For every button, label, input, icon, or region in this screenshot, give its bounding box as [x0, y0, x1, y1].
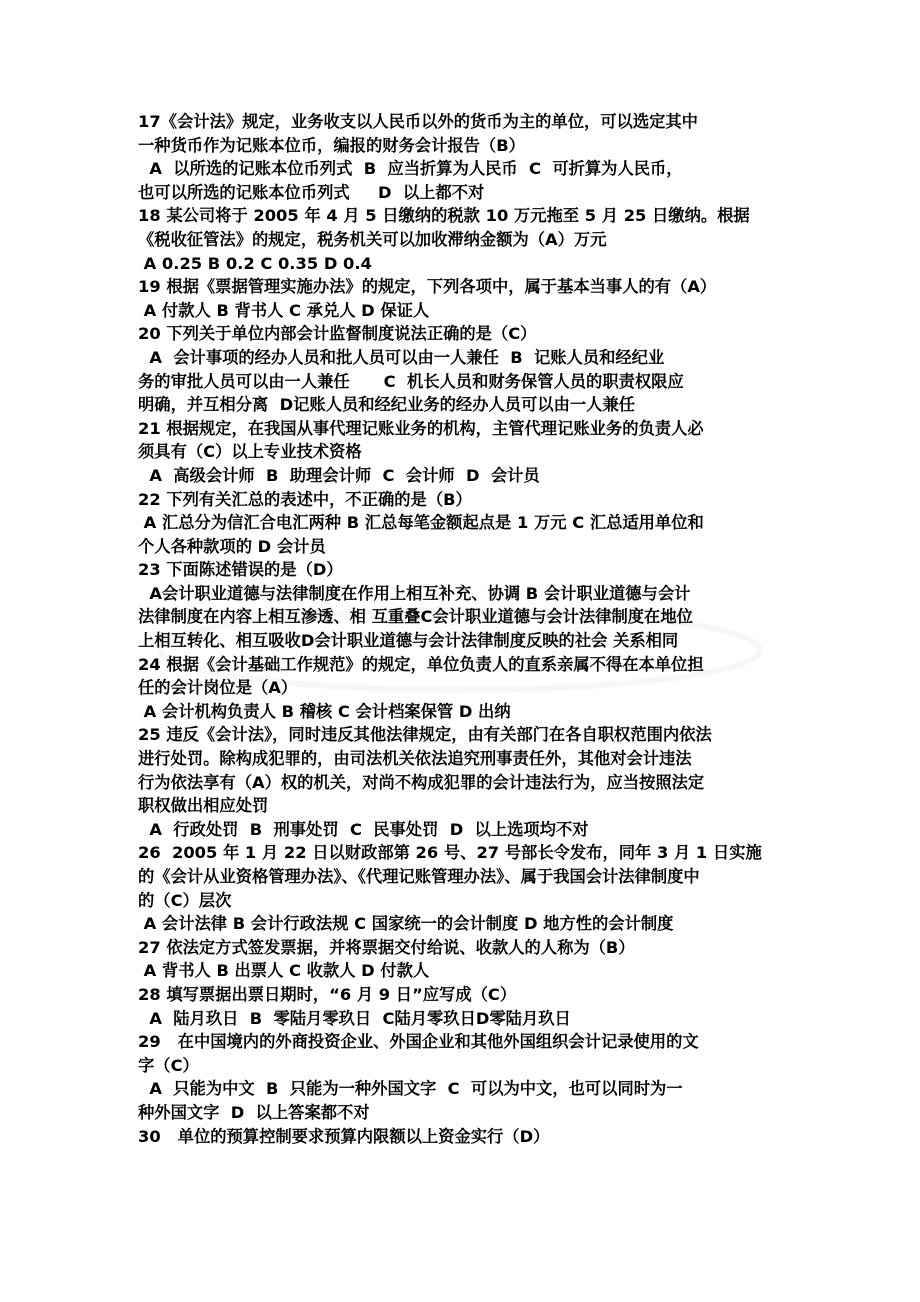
text-line: A会计职业道德与法律制度在作用上相互补充、协调 B 会计职业道德与会计 — [138, 583, 691, 603]
text-line: A 会计机构负责人 B 稽核 C 会计档案保管 D 出纳 — [138, 701, 511, 721]
text-line: 一种货币作为记账本位币，编报的财务会计报告（B） — [138, 135, 525, 155]
text-line: 职权做出相应处罚 — [138, 796, 269, 816]
text-line: 的（C）层次 — [138, 890, 232, 910]
text-line: 上相互转化、相互吸收D会计职业道德与会计法律制度反映的社会 关系相同 — [138, 631, 679, 651]
text-line: 任的会计岗位是（A） — [138, 678, 298, 698]
text-line: 27 依法定方式签发票据，并将票据交付给说、收款人的人称为（B） — [138, 937, 635, 957]
text-line: 须具有（C）以上专业技术资格 — [138, 442, 362, 462]
text-line: 17《会计法》规定，业务收支以人民币以外的货币为主的单位，可以选定其中 — [138, 112, 698, 131]
text-line: A 0.25 B 0.2 C 0.35 D 0.4 — [138, 253, 372, 273]
text-line: 也可以所选的记账本位币列式 D 以上都不对 — [138, 182, 485, 202]
text-line: 26 2005 年 1 月 22 日以财政部第 26 号、27 号部长令发布，同年 3 月 1 日实施 — [138, 843, 762, 863]
text-line: A 会计法律 B 会计行政法规 C 国家统一的会计制度 D 地方性的会计制度 — [138, 914, 674, 934]
text-line: A 行政处罚 B 刑事处罚 C 民事处罚 D 以上选项均不对 — [138, 819, 589, 839]
text-line: 30 单位的预算控制要求预算内限额以上资金实行（D） — [138, 1126, 550, 1146]
text-line: 明确，并互相分离 D记账人员和经纪业务的经办人员可以由一人兼任 — [138, 395, 636, 415]
text-line: A 付款人 B 背书人 C 承兑人 D 保证人 — [138, 300, 430, 320]
text-line: 22 下列有关汇总的表述中，不正确的是（B） — [138, 489, 472, 509]
text-line: 25 违反《会计法》，同时违反其他法律规定，由有关部门在各自职权范围内依法 — [138, 725, 712, 745]
text-line: 的《会计从业资格管理办法》、《代理记账管理办法》、属于我国会计法律制度中 — [138, 867, 700, 886]
text-line: A 高级会计师 B 助理会计师 C 会计师 D 会计员 — [138, 465, 540, 485]
text-line: 个人各种款项的 D 会计员 — [138, 536, 326, 556]
text-line: 18 某公司将于 2005 年 4 月 5 日缴纳的税款 10 万元拖至 5 月 25 日缴纳。根据 — [138, 206, 750, 226]
text-line: 进行处罚。除构成犯罪的，由司法机关依法追究刑事责任外，其他对会计违法 — [138, 749, 692, 769]
text-line: 29 在中国境内的外商投资企业、外国企业和其他外国组织会计记录使用的文 — [138, 1032, 699, 1052]
text-line: 种外国文字 D 以上答案都不对 — [138, 1102, 370, 1122]
text-line: A 背书人 B 出票人 C 收款人 D 付款人 — [138, 961, 430, 981]
text-line: 《税收征管法》的规定，税务机关可以加收滞纳金额为（A）万元 — [138, 229, 607, 249]
text-line: A 会计事项的经办人员和批人员可以由一人兼任 B 记账人员和经纪业 — [138, 347, 665, 367]
text-line: A 陆月玖日 B 零陆月零玖日 C陆月零玖日D零陆月玖日 — [138, 1008, 571, 1028]
text-line: 行为依法享有（A）权的机关，对尚不构成犯罪的会计违法行为，应当按照法定 — [138, 772, 705, 792]
text-line: 24 根据《会计基础工作规范》的规定，单位负责人的直系亲属不得在本单位担 — [138, 654, 704, 674]
text-line: 务的审批人员可以由一人兼任 C 机长人员和财务保管人员的职责权限应 — [138, 371, 684, 391]
text-line: 21 根据规定，在我国从事代理记账业务的机构，主管代理记账业务的负责人必 — [138, 418, 704, 438]
text-line: 19 根据《票据管理实施办法》的规定，下列各项中，属于基本当事人的有（A） — [138, 277, 717, 297]
document-text-body — [138, 110, 783, 1148]
text-line: 字（C） — [138, 1055, 199, 1075]
text-line: 20 下列关于单位内部会计监督制度说法正确的是（C） — [138, 324, 537, 344]
text-line: 23 下面陈述错误的是（D） — [138, 560, 343, 580]
text-line: 法律制度在内容上相互渗透、相 互重叠C会计职业道德与会计法律制度在地位 — [138, 607, 693, 627]
text-line: A 以所选的记账本位币列式 B 应当折算为人民币 C 可折算为人民币， — [138, 159, 683, 179]
text-line: A 汇总分为信汇合电汇两种 B 汇总每笔金额起点是 1 万元 C 汇总适用单位和 — [138, 513, 704, 533]
text-line: 28 填写票据出票日期时，“6 月 9 日”应写成（C） — [138, 984, 517, 1004]
text-line: A 只能为中文 B 只能为一种外国文字 C 可以为中文，也可以同时为一 — [138, 1079, 683, 1099]
